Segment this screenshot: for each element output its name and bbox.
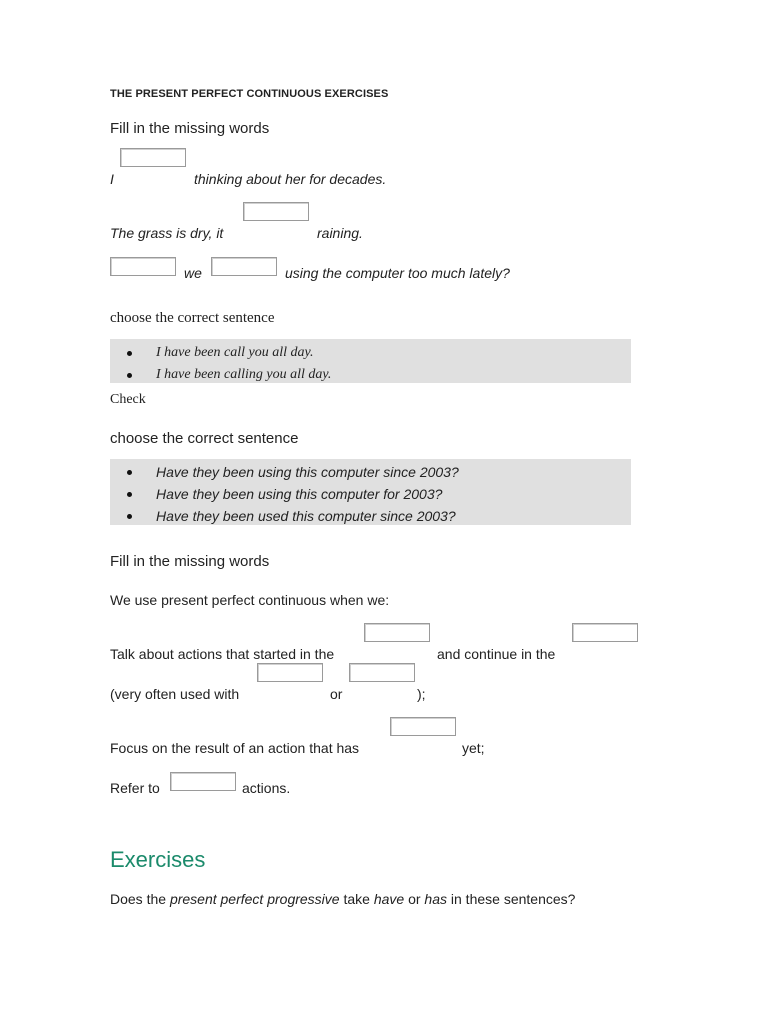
page-title: THE PRESENT PERFECT CONTINUOUS EXERCISES [110,88,389,100]
line2-start: (very often used with [110,686,240,702]
sentence2-end: raining. [317,225,363,241]
line1-mid: and continue in the [437,646,556,662]
question2-option[interactable]: Have they been used this computer since 2003? [110,505,631,527]
blank-10[interactable] [170,772,236,791]
blank-2[interactable] [243,202,309,221]
check-button[interactable]: Check [110,392,146,407]
bullet-icon [127,492,132,497]
sentence3-end: using the computer too much lately? [285,265,510,281]
blank-1[interactable] [120,148,186,167]
blank-8[interactable] [349,663,415,682]
bullet-icon [127,373,132,378]
bullet-icon [127,470,132,475]
blank-9[interactable] [390,717,456,736]
blank-6[interactable] [572,623,638,642]
exercise2-intro: We use present perfect continuous when we: [110,592,390,608]
question2-option[interactable]: Have they been using this computer since 2003? [110,461,631,483]
question1-option[interactable]: I have been call you all day. [110,342,631,364]
line1-start: Talk about actions that started in the [110,646,335,662]
sentence1-end: thinking about her for decades. [194,171,387,187]
question1-heading: choose the correct sentence [110,310,275,326]
line2-or: or [330,686,343,702]
sentence1-start: I [110,171,114,187]
blank-7[interactable] [257,663,323,682]
question1-options [110,339,631,383]
exercises-heading: Exercises [110,847,206,872]
sentence3-mid: we [184,265,202,281]
exercise2-heading: Fill in the missing words [110,553,270,570]
question2-options [110,459,631,525]
blank-4[interactable] [211,257,277,276]
blank-5[interactable] [364,623,430,642]
bullet-icon [127,351,132,356]
question2-heading: choose the correct sentence [110,430,299,447]
line3-end: yet; [462,740,485,756]
sentence2-start: The grass is dry, it [110,225,224,241]
line4-end: actions. [242,780,291,796]
question1-option[interactable]: I have been calling you all day. [110,364,631,386]
question2-option[interactable]: Have they been using this computer for 2003? [110,483,631,505]
line2-end: ); [417,686,426,702]
bullet-icon [127,514,132,519]
exercise1-heading: Fill in the missing words [110,120,270,137]
blank-3[interactable] [110,257,176,276]
exercises-question: Does the present perfect progressive take have or has in these sentences? [110,891,576,907]
line4-start: Refer to [110,780,160,796]
line3-start: Focus on the result of an action that has [110,740,360,756]
